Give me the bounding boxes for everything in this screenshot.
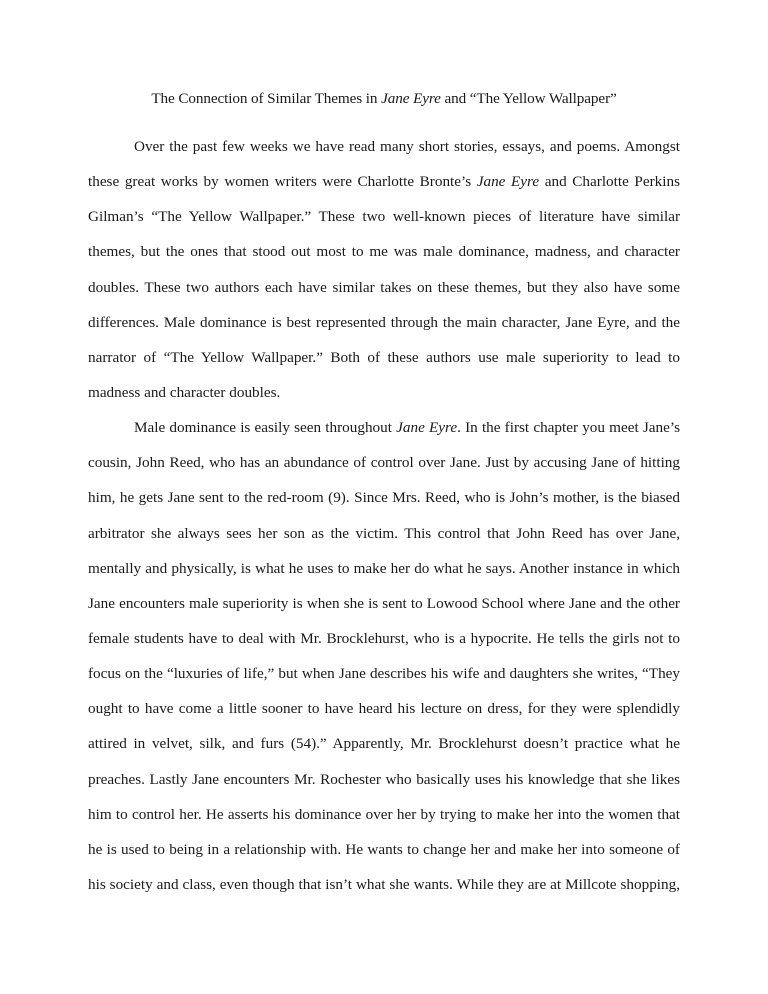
text-run: Male dominance is easily seen throughout bbox=[134, 419, 397, 437]
text-line: themes, but the ones that stood out most to me was male dominance, madness, and character bbox=[88, 243, 680, 261]
text-line: preaches. Lastly Jane encounters Mr. Rochester who basically uses his knowledge that she likes bbox=[88, 770, 680, 788]
title-work-jane-eyre: Jane Eyre bbox=[381, 90, 441, 107]
text-run: and Charlotte Perkins bbox=[539, 173, 680, 191]
text-line: him, he gets Jane sent to the red-room (9). Since Mrs. Reed, who is John’s mother, is the biased bbox=[88, 489, 680, 507]
text-line: he is used to being in a relationship with. He wants to change her and make her into someone of bbox=[88, 840, 680, 858]
title-suffix: and “The Yellow Wallpaper” bbox=[440, 90, 617, 107]
text-line: focus on the “luxuries of life,” but when Jane describes his wife and daughters she writes, “They bbox=[88, 665, 680, 683]
text-line: mentally and physically, is what he uses to make her do what he says. Another instance in which bbox=[88, 559, 680, 577]
text-line: cousin, John Reed, who has an abundance of control over Jane. Just by accusing Jane of hitting bbox=[88, 454, 680, 472]
italic-title-run: Jane Eyre bbox=[396, 419, 458, 437]
text-line: him to control her. He asserts his dominance over her by trying to make her into the women that bbox=[88, 805, 680, 823]
text-line: narrator of “The Yellow Wallpaper.” Both of these authors use male superiority to lead to bbox=[88, 348, 680, 366]
text-line: Gilman’s “The Yellow Wallpaper.” These two well-known pieces of literature have similar bbox=[88, 208, 680, 226]
text-line: madness and character doubles. bbox=[88, 383, 281, 401]
text-line: his society and class, even though that isn’t what she wants. While they are at Millcote shopping, bbox=[88, 875, 680, 893]
text-line: differences. Male dominance is best represented through the main character, Jane Eyre, and the bbox=[88, 313, 680, 331]
title-prefix: The Connection of Similar Themes in bbox=[151, 90, 382, 107]
text-line: Over the past few weeks we have read many short stories, essays, and poems. Amongst bbox=[134, 138, 680, 155]
text-line bbox=[88, 164, 680, 199]
text-run: these great works by women writers were Charlotte Bronte’s bbox=[88, 173, 477, 191]
essay-title bbox=[0, 90, 768, 108]
text-line: female students have to deal with Mr. Brocklehurst, who is a hypocrite. He tells the girls not to bbox=[88, 629, 680, 647]
essay-body bbox=[88, 129, 680, 902]
text-line: ought to have come a little sooner to have heard his lecture on dress, for they were splendidly bbox=[88, 700, 680, 718]
text-line bbox=[88, 410, 680, 445]
text-line: Jane encounters male superiority is when she is sent to Lowood School where Jane and the other bbox=[88, 594, 680, 612]
text-run: . In the first chapter you meet Jane’s bbox=[457, 419, 680, 437]
text-line: attired in velvet, silk, and furs (54).” Apparently, Mr. Brocklehurst doesn’t practice what he bbox=[88, 735, 680, 753]
italic-title-run: Jane Eyre bbox=[476, 173, 540, 191]
text-line: doubles. These two authors each have similar takes on these themes, but they also have some bbox=[88, 278, 680, 296]
text-line: arbitrator she always sees her son as the victim. This control that John Reed has over Jane, bbox=[88, 524, 680, 542]
